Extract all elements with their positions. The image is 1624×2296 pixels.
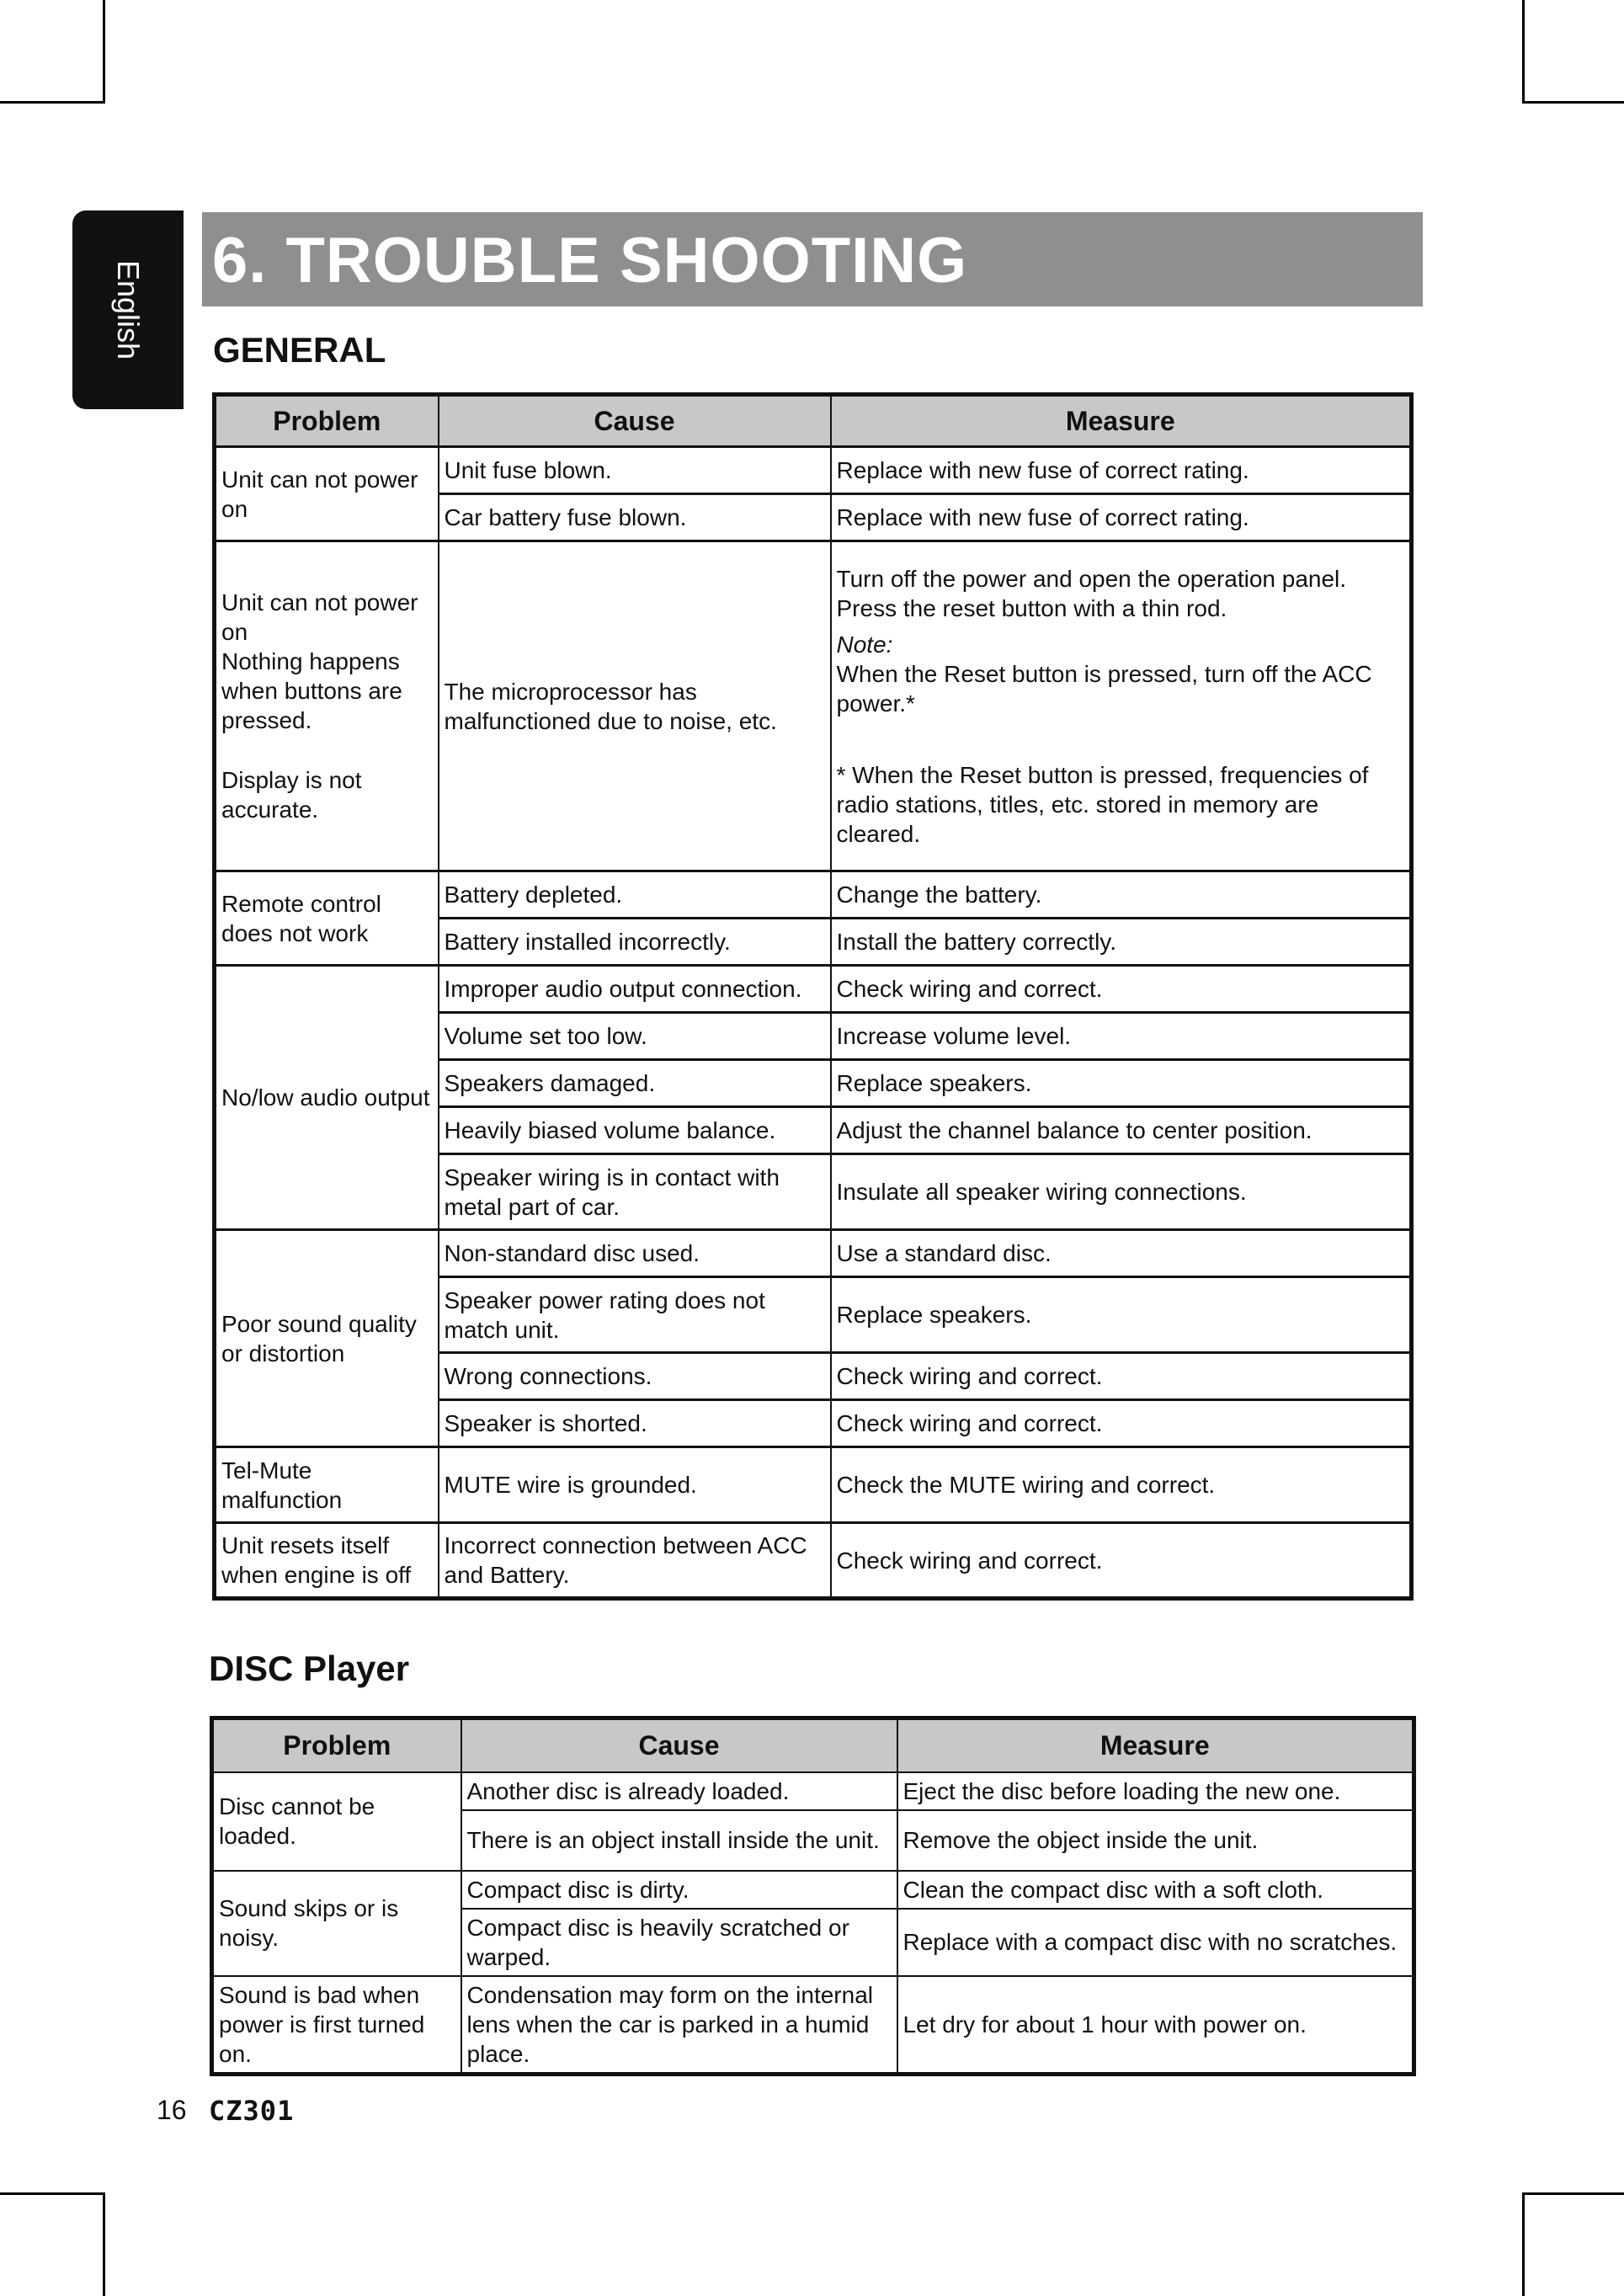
general-troubleshooting-table (212, 392, 1414, 1601)
problem-cell (215, 541, 439, 871)
measure-cell: Check wiring and correct. (831, 1353, 1412, 1400)
table-header-row (215, 395, 1412, 447)
problem-cell: Poor sound quality or distortion (215, 1230, 439, 1447)
problem-cell: Disc cannot be loaded. (212, 1772, 461, 1871)
chapter-title: 6. TROUBLE SHOOTING (212, 225, 968, 296)
measure-line: Turn off the power and open the operation panel. Press the reset button with a thin rod. (836, 565, 1347, 621)
header-cause: Cause (439, 395, 831, 447)
cause-cell: Improper audio output connection. (439, 966, 831, 1013)
measure-cell: Change the battery. (831, 871, 1412, 919)
cause-cell: Compact disc is dirty. (461, 1871, 897, 1909)
measure-cell: Increase volume level. (831, 1013, 1412, 1060)
measure-cell: Install the battery correctly. (831, 919, 1412, 966)
section-title-general: GENERAL (213, 330, 386, 370)
measure-line: When the Reset button is pressed, turn off the ACC power.* (836, 660, 1372, 717)
measure-cell: Adjust the channel balance to center position. (831, 1107, 1412, 1154)
table-header-row (212, 1718, 1414, 1772)
measure-cell: Replace with new fuse of correct rating. (831, 447, 1412, 494)
measure-cell: Use a standard disc. (831, 1230, 1412, 1277)
cause-cell: Volume set too low. (439, 1013, 831, 1060)
section-title-disc-player: DISC Player (209, 1649, 410, 1688)
cause-cell: Non-standard disc used. (439, 1230, 831, 1277)
cause-cell: Speakers damaged. (439, 1060, 831, 1107)
cause-cell: The microprocessor has malfunctioned due to noise, etc. (439, 541, 831, 871)
table-row (212, 1871, 1414, 1909)
measure-cell: Remove the object inside the unit. (897, 1810, 1414, 1871)
page-number: 16 (157, 2095, 187, 2125)
header-measure: Measure (897, 1718, 1414, 1772)
problem-line: Unit can not power on (221, 589, 418, 645)
header-problem: Problem (215, 395, 439, 447)
problem-line: Display is not accurate. (221, 767, 362, 823)
header-problem: Problem (212, 1718, 461, 1772)
measure-cell: Replace with a compact disc with no scratches. (897, 1909, 1414, 1976)
cause-cell: Compact disc is heavily scratched or warped. (461, 1909, 897, 1976)
measure-footnote: * When the Reset button is pressed, frequencies of radio stations, titles, etc. stored in memory are cleared. (836, 761, 1369, 847)
measure-cell: Let dry for about 1 hour with power on. (897, 1976, 1414, 2075)
table-row (215, 966, 1412, 1013)
cause-cell: Unit fuse blown. (439, 447, 831, 494)
measure-cell: Check wiring and correct. (831, 966, 1412, 1013)
cause-cell: Another disc is already loaded. (461, 1772, 897, 1810)
disc-troubleshooting-table (210, 1716, 1416, 2076)
problem-cell: Unit resets itself when engine is off (215, 1523, 439, 1599)
measure-cell: Check wiring and correct. (831, 1523, 1412, 1599)
model-name: CZ301 (209, 2095, 295, 2127)
chapter-title-bar (202, 212, 1423, 306)
cause-cell: Speaker is shorted. (439, 1400, 831, 1447)
cause-cell: MUTE wire is grounded. (439, 1447, 831, 1523)
problem-cell: Remote control does not work (215, 871, 439, 966)
table-row (212, 1772, 1414, 1810)
measure-cell: Replace speakers. (831, 1060, 1412, 1107)
problem-line: Nothing happens when buttons are pressed. (221, 648, 402, 733)
cause-cell: Speaker wiring is in contact with metal part of car. (439, 1154, 831, 1230)
problem-cell: Unit can not power on (215, 447, 439, 541)
measure-cell: Replace with new fuse of correct rating. (831, 494, 1412, 541)
cause-cell: There is an object install inside the unit. (461, 1810, 897, 1871)
problem-cell: Tel-Mute malfunction (215, 1447, 439, 1523)
measure-cell (831, 541, 1412, 871)
measure-cell: Check the MUTE wiring and correct. (831, 1447, 1412, 1523)
measure-cell: Eject the disc before loading the new one. (897, 1772, 1414, 1810)
measure-cell: Insulate all speaker wiring connections. (831, 1154, 1412, 1230)
table-row (215, 541, 1412, 871)
table-row (215, 871, 1412, 919)
cause-cell: Car battery fuse blown. (439, 494, 831, 541)
note-label: Note: (836, 631, 893, 658)
table-row (215, 1523, 1412, 1599)
problem-cell: Sound is bad when power is first turned on. (212, 1976, 461, 2075)
table-row (215, 1447, 1412, 1523)
language-tab (72, 210, 184, 409)
language-tab-label: English (111, 259, 146, 360)
cause-cell: Speaker power rating does not match unit. (439, 1277, 831, 1353)
problem-cell: Sound skips or is noisy. (212, 1871, 461, 1976)
table-row (215, 1230, 1412, 1277)
cause-cell: Condensation may form on the internal lens when the car is parked in a humid place. (461, 1976, 897, 2075)
measure-cell: Check wiring and correct. (831, 1400, 1412, 1447)
header-measure: Measure (831, 395, 1412, 447)
measure-cell: Clean the compact disc with a soft cloth. (897, 1871, 1414, 1909)
measure-cell: Replace speakers. (831, 1277, 1412, 1353)
table-row (215, 447, 1412, 494)
cause-cell: Heavily biased volume balance. (439, 1107, 831, 1154)
cause-cell: Incorrect connection between ACC and Battery. (439, 1523, 831, 1599)
table-row (212, 1976, 1414, 2075)
cause-cell: Battery depleted. (439, 871, 831, 919)
cause-cell: Battery installed incorrectly. (439, 919, 831, 966)
cause-cell: Wrong connections. (439, 1353, 831, 1400)
header-cause: Cause (461, 1718, 897, 1772)
problem-cell: No/low audio output (215, 966, 439, 1230)
